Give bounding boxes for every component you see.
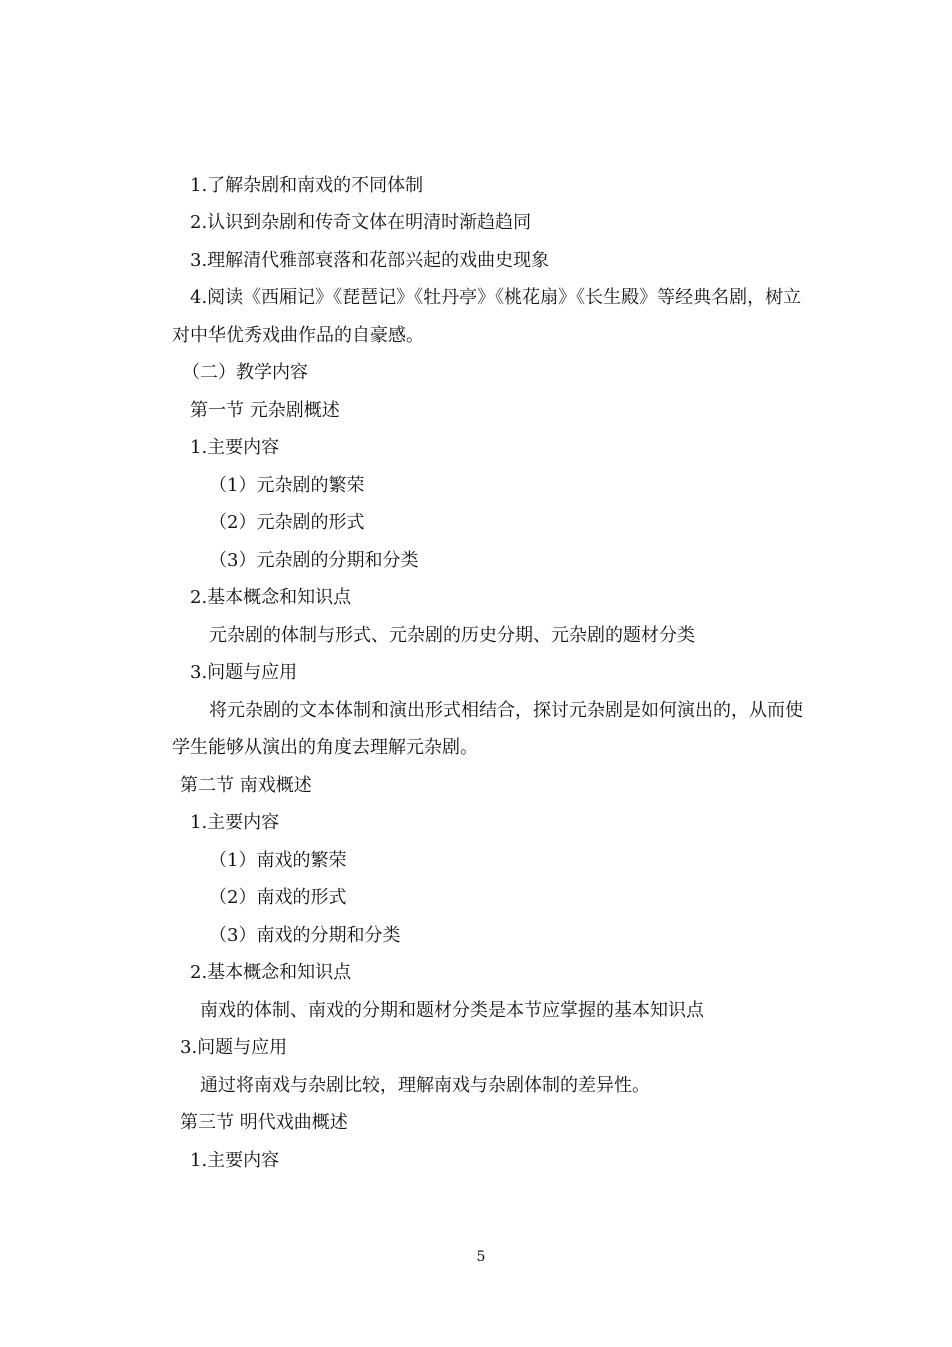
chapter-2-main-content-heading: 1.主要内容 [190, 812, 280, 833]
chapter-3-main-content-heading: 1.主要内容 [190, 1150, 280, 1171]
page-number: 5 [476, 1249, 486, 1265]
chapter-3-title: 第三节 明代戏曲概述 [180, 1112, 348, 1133]
section-heading-teaching-content: （二）教学内容 [182, 362, 308, 383]
chapter-2-concepts-text: 南戏的体制、南戏的分期和题材分类是本节应掌握的基本知识点 [200, 1000, 704, 1021]
chapter-2-concepts-heading: 2.基本概念和知识点 [190, 962, 352, 983]
chapter-1-item-2: （2）元杂剧的形式 [209, 512, 365, 533]
objective-2: 2.认识到杂剧和传奇文体在明清时渐趋趋同 [190, 212, 532, 233]
chapter-1-application-text-continued: 学生能够从演出的角度去理解元杂剧。 [172, 737, 478, 758]
chapter-2-application-text: 通过将南戏与杂剧比较，理解南戏与杂剧体制的差异性。 [200, 1075, 650, 1096]
chapter-2-item-1: （1）南戏的繁荣 [209, 850, 347, 871]
chapter-1-application-heading: 3.问题与应用 [190, 662, 298, 683]
chapter-1-item-1: （1）元杂剧的繁荣 [209, 475, 365, 496]
objective-3: 3.理解清代雅部衰落和花部兴起的戏曲史现象 [190, 250, 550, 271]
objective-4: 4.阅读《西厢记》《琵琶记》《牡丹亭》《桃花扇》《长生殿》等经典名剧，树立 [190, 287, 802, 308]
chapter-1-title: 第一节 元杂剧概述 [190, 400, 340, 421]
chapter-1-concepts-heading: 2.基本概念和知识点 [190, 587, 352, 608]
chapter-2-application-heading: 3.问题与应用 [180, 1037, 288, 1058]
chapter-1-main-content-heading: 1.主要内容 [190, 437, 280, 458]
chapter-1-concepts-text: 元杂剧的体制与形式、元杂剧的历史分期、元杂剧的题材分类 [209, 625, 695, 646]
objective-1: 1.了解杂剧和南戏的不同体制 [190, 175, 424, 196]
chapter-2-item-3: （3）南戏的分期和分类 [209, 925, 401, 946]
chapter-2-item-2: （2）南戏的形式 [209, 887, 347, 908]
chapter-2-title: 第二节 南戏概述 [180, 775, 312, 796]
chapter-1-application-text: 将元杂剧的文本体制和演出形式相结合，探讨元杂剧是如何演出的，从而使 [209, 700, 803, 721]
objective-4-continued: 对中华优秀戏曲作品的自豪感。 [172, 325, 424, 346]
chapter-1-item-3: （3）元杂剧的分期和分类 [209, 550, 419, 571]
